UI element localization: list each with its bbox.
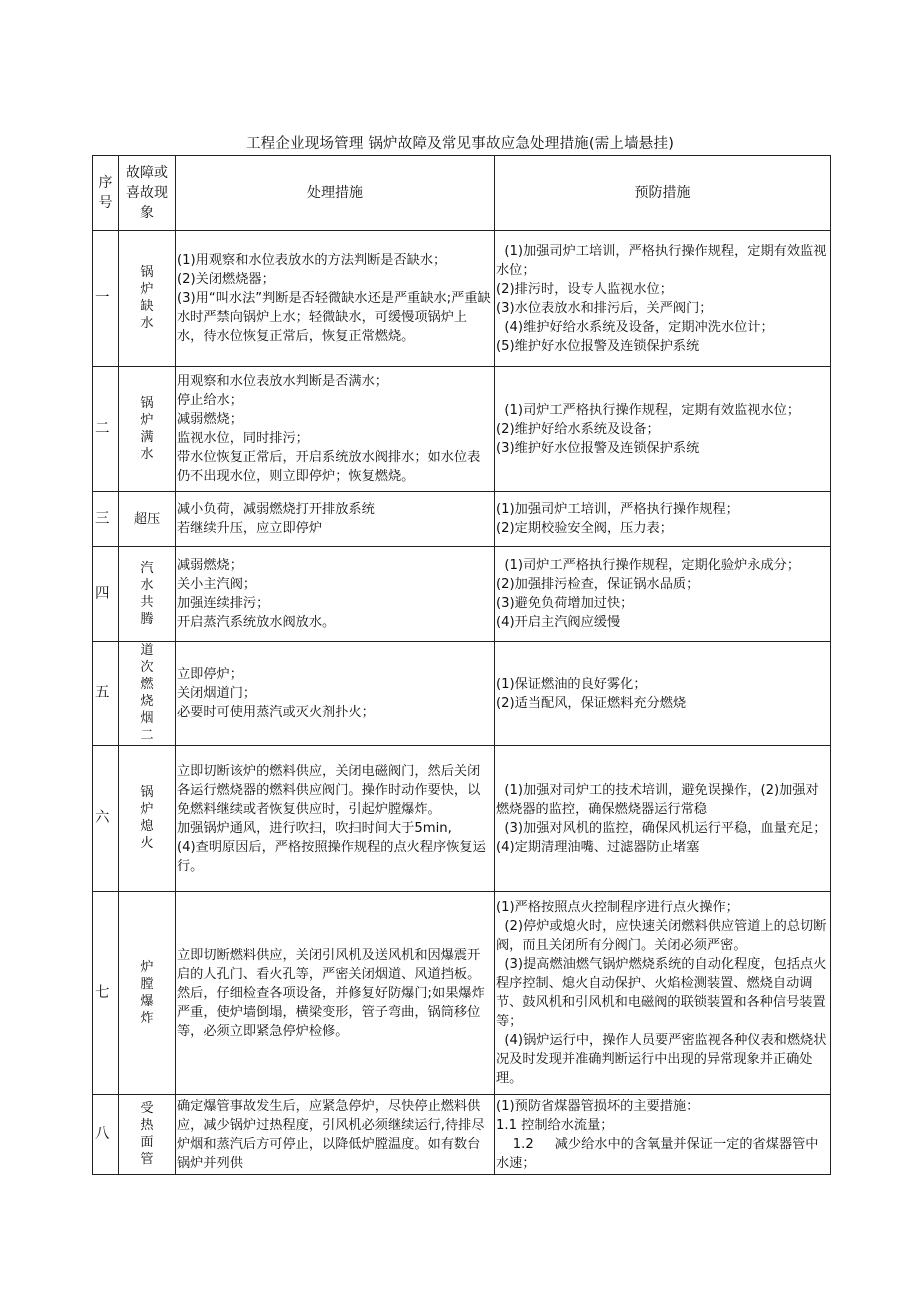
prevention-cell — [495, 1095, 831, 1175]
row-fault: 道次燃烧烟二 — [119, 642, 176, 746]
row-fault: 锅炉满水 — [119, 367, 176, 492]
treatment-cell-line: 开启蒸汽系统放水阀放水。 — [177, 615, 336, 630]
prevention-cell-line: (2)适当配风，保证燃料充分燃烧 — [496, 695, 687, 711]
emergency-measures-table — [92, 155, 831, 1175]
prevention-cell-line: (2)维护好给水系统及设备； — [496, 421, 660, 437]
treatment-cell — [176, 492, 495, 547]
treatment-cell — [176, 746, 495, 892]
treatment-cell-line: 减弱燃烧； — [177, 412, 243, 427]
table-row — [93, 547, 831, 642]
treatment-cell-line: 必要时可使用蒸汽或灭火剂扑火； — [177, 705, 375, 720]
table-row — [93, 1095, 831, 1175]
prevention-cell-line: (1)严格按照点火控制程序进行点火操作； — [496, 900, 739, 915]
header-fault: 故障或喜故现象 — [119, 156, 176, 231]
table-row — [93, 746, 831, 892]
table-header-row — [93, 156, 831, 231]
prevention-cell-line: (4)定期清理油嘴、过滤器防止堵塞 — [496, 839, 700, 855]
table-row — [93, 231, 831, 367]
table-row — [93, 642, 831, 746]
prevention-cell-line: (1)司炉工严格执行操作规程，定期有效监视水位； — [496, 402, 801, 418]
treatment-cell-line: 加强连续排污； — [177, 596, 270, 611]
prevention-cell-line: (3)水位表放水和排污后，关严阀门； — [496, 300, 713, 316]
treatment-cell-line: 减小负荷，减弱燃烧打开排放系统 — [177, 502, 375, 517]
prevention-cell-line: 1.1 控制给水流量； — [496, 1117, 614, 1133]
treatment-cell-line: 监视水位，同时排污； — [177, 431, 309, 446]
prevention-cell-line: (3)加强对风机的监控，确保风机运行平稳，血量充足； — [496, 820, 827, 836]
prevention-cell — [495, 231, 831, 367]
row-seq: 六 — [93, 746, 119, 892]
treatment-cell-line: 立即切断该炉的燃料供应，关闭电磁阀门，然后关闭各运行燃烧器的燃料供应阀门。操作时动作要快，以免燃料继续或者恢复供应时，引起炉膛爆炸。 — [177, 763, 481, 817]
treatment-cell — [176, 642, 495, 746]
prevention-cell-line: (3)维护好水位报警及连锁保护系统 — [496, 440, 700, 456]
header-prevention: 预防措施 — [495, 156, 831, 231]
prevention-cell-line: (2)排污时，设专人监视水位； — [496, 281, 673, 297]
treatment-cell — [176, 231, 495, 367]
row-seq: 八 — [93, 1095, 119, 1175]
prevention-cell-line: (5)维护好水位报警及连锁保护系统 — [496, 338, 700, 354]
treatment-cell-line: (2)关闭燃烧器； — [177, 272, 275, 287]
prevention-cell-line: (3)提高燃油燃气锅炉燃烧系统的自动化程度，包括点火程序控制、熄火自动保护、火焰检测装置、燃烧自动调节、鼓风机和引风机和电磁阀的联锁装置和各种信号装置等； — [496, 957, 827, 1029]
prevention-cell-line: 1.2 减少给水中的含氧量并保证一定的省煤器管中水速； — [496, 1136, 819, 1171]
treatment-cell-line: 立即切断燃料供应，关闭引风机及送风机和因爆震开启的人孔门、看火孔等，严密关闭烟道、风道挡板。然后，仔细检查各项设备，并修复好防爆门;如果爆炸严重，使炉墙倒塌，横梁变形，管子弯曲，锅筒移位等，必须立即紧急停炉检修。 — [177, 947, 485, 1039]
prevention-cell-line: (1)保证燃油的良好雾化； — [496, 676, 647, 692]
prevention-cell-line: (2)停炉或熄火时，应快速关闭燃料供应管道上的总切断阀，而且关闭所有分阀门。关闭必须严密。 — [496, 919, 827, 953]
prevention-cell-line: (1)加强司炉工培训，严格执行操作规程，定期有效监视水位； — [496, 243, 827, 278]
header-treatment: 处理措施 — [176, 156, 495, 231]
row-seq: 三 — [93, 492, 119, 547]
table-row — [93, 892, 831, 1095]
treatment-cell — [176, 367, 495, 492]
prevention-cell — [495, 746, 831, 892]
table-row — [93, 367, 831, 492]
treatment-cell — [176, 1095, 495, 1175]
prevention-cell-line: (1)司炉工严格执行操作规程，定期化验炉永成分； — [496, 558, 801, 573]
prevention-cell-line: (4)锅炉运行中，操作人员要严密监视各种仪表和燃烧状况及时发现并准确判断运行中出现的异常现象并正确处理。 — [496, 1033, 827, 1086]
treatment-cell-line: (1)用观察和水位表放水的方法判断是否缺水； — [177, 253, 447, 268]
prevention-cell-line: (4)维护好给水系统及设备，定期冲洗水位计； — [496, 319, 774, 335]
treatment-cell — [176, 547, 495, 642]
row-seq: 二 — [93, 367, 119, 492]
treatment-cell-line: 若继续升压，应立即停炉 — [177, 521, 323, 536]
row-seq: 七 — [93, 892, 119, 1095]
table-row — [93, 492, 831, 547]
prevention-cell-line: (4)开启主汽阀应缓慢 — [496, 615, 621, 630]
prevention-cell-line: (2)加强排污检查，保证锅水品质； — [496, 577, 700, 592]
row-fault: 超压 — [119, 492, 176, 547]
row-seq: 四 — [93, 547, 119, 642]
prevention-cell — [495, 547, 831, 642]
treatment-cell-line: 停止给水； — [177, 393, 243, 408]
header-seq: 序号 — [93, 156, 119, 231]
row-seq: 一 — [93, 231, 119, 367]
treatment-cell-line: 加强锅炉通风，进行吹扫，吹扫时间大于5min, — [177, 820, 452, 836]
treatment-cell-line: 关小主汽阀； — [177, 577, 257, 592]
prevention-cell — [495, 892, 831, 1095]
row-seq: 五 — [93, 642, 119, 746]
treatment-cell-line: 关闭烟道门； — [177, 686, 257, 701]
treatment-cell-line: 减弱燃烧； — [177, 558, 243, 573]
prevention-cell-line: (1)加强司炉工培训，严格执行操作规程； — [496, 502, 739, 517]
row-fault: 汽水共腾 — [119, 547, 176, 642]
treatment-cell-line: 用观察和水位表放水判断是否满水； — [177, 374, 388, 389]
prevention-cell — [495, 367, 831, 492]
treatment-cell — [176, 892, 495, 1095]
row-fault: 受热面管 — [119, 1095, 176, 1175]
prevention-cell-line: (1)预防省煤器管损坏的主要措施： — [496, 1098, 700, 1114]
treatment-cell-line: 带水位恢复正常后，开启系统放水阀排水；如水位表仍不出现水位，则立即停炉；恢复燃烧。 — [177, 450, 481, 484]
row-fault: 炉膛爆炸 — [119, 892, 176, 1095]
treatment-cell-line: 确定爆管事故发生后，应紧急停炉，尽快停止燃料供应，减少锅炉过热程度，引风机必须继续运行,待排尽炉烟和蒸汽后方可停止，以降低炉膛温度。如有数台锅炉并列供 — [177, 1098, 485, 1171]
prevention-cell-line: (2)定期校验安全阀，压力表； — [496, 521, 673, 536]
prevention-cell — [495, 492, 831, 547]
document-title: 工程企业现场管理 锅炉故障及常见事故应急处理措施(需上墙悬挂) — [245, 136, 675, 152]
row-fault: 锅炉熄火 — [119, 746, 176, 892]
treatment-cell-line: (3)用“叫水法”判断是否轻微缺水还是严重缺水;严重缺水时严禁向锅炉上水；轻微缺水，可缓慢项锅炉上水，待水位恢复正常后，恢复正常燃烧。 — [177, 291, 491, 344]
prevention-cell — [495, 642, 831, 746]
prevention-cell-line: (1)加强对司炉工的技术培训，避免误操作，(2)加强对燃烧器的监控，确保燃烧器运行常稳 — [496, 782, 819, 817]
treatment-cell-line: 立即停炉； — [177, 667, 243, 682]
row-fault: 锅炉缺水 — [119, 231, 176, 367]
treatment-cell-line: (4)查明原因后，严格按照操作规程的点火程序恢复运行。 — [177, 839, 486, 874]
prevention-cell-line: (3)避免负荷增加过快； — [496, 596, 634, 611]
